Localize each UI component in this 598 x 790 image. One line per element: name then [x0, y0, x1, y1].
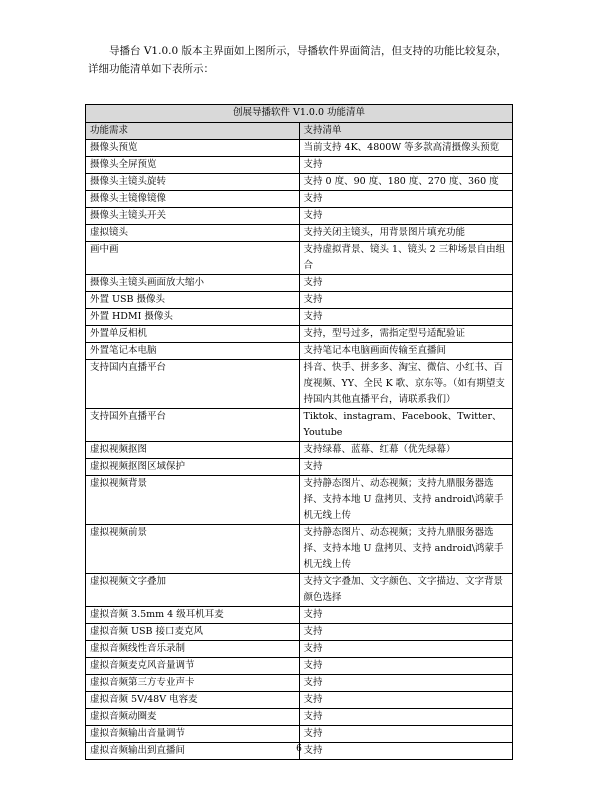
- feature-cell: 外置笔记本电脑: [86, 343, 300, 360]
- support-cell: 当前支持 4K、4800W 等多款高清摄像头预览: [299, 140, 513, 157]
- table-row: [86, 309, 513, 326]
- support-cell: 支持: [299, 709, 513, 726]
- table-row: [86, 658, 513, 675]
- table-row: [86, 157, 513, 174]
- feature-cell: 虚拟音频 USB 接口麦克风: [86, 624, 300, 641]
- support-cell: 支持静态图片、动态视频；支持九鼎服务器选择、支持本地 U 盘拷贝、支持 android\鸿蒙手机无线上传: [299, 525, 513, 574]
- feature-cell: 摄像头主镜头旋转: [86, 174, 300, 191]
- table-row: [86, 326, 513, 343]
- table-row: [86, 242, 513, 275]
- support-cell: 支持: [299, 624, 513, 641]
- support-cell: 支持: [299, 459, 513, 476]
- table-title: 创展导播软件 V1.0.0 功能清单: [86, 105, 513, 123]
- feature-cell: 摄像头主镜头画面放大缩小: [86, 275, 300, 292]
- feature-cell: 虚拟视频前景: [86, 525, 300, 574]
- feature-cell: 虚拟镜头: [86, 225, 300, 242]
- support-cell: 支持 0 度、90 度、180 度、270 度、360 度: [299, 174, 513, 191]
- feature-cell: 虚拟音频输出到直播间: [86, 743, 300, 760]
- support-cell: 支持: [299, 157, 513, 174]
- table-row: [86, 140, 513, 157]
- support-cell: 支持静态图片、动态视频；支持九鼎服务器选择、支持本地 U 盘拷贝、支持 android\鸿蒙手机无线上传: [299, 476, 513, 525]
- table-row: [86, 692, 513, 709]
- table-row: [86, 726, 513, 743]
- table-row: [86, 174, 513, 191]
- support-cell: 抖音、快手、拼多多、淘宝、微信、小红书、百度视频、YY、全民 K 歌、京东等。（如有期望支持国内其他直播平台，请联系我们）: [299, 360, 513, 409]
- feature-cell: 虚拟音频动圈麦: [86, 709, 300, 726]
- feature-cell: 支持国内直播平台: [86, 360, 300, 409]
- feature-table: [85, 104, 513, 760]
- support-cell: 支持: [299, 208, 513, 225]
- support-cell: 支持: [299, 607, 513, 624]
- feature-cell: 虚拟音频输出音量调节: [86, 726, 300, 743]
- support-cell: 支持绿幕、蓝幕、红幕（优先绿幕）: [299, 442, 513, 459]
- table-row: [86, 709, 513, 726]
- intro-paragraph: [88, 42, 528, 78]
- support-cell: 支持: [299, 658, 513, 675]
- feature-cell: 外置 USB 摄像头: [86, 292, 300, 309]
- table-row: [86, 607, 513, 624]
- support-cell: 支持: [299, 743, 513, 760]
- table-row: [86, 208, 513, 225]
- table-row: [86, 343, 513, 360]
- table-row: [86, 525, 513, 574]
- support-cell: 支持关闭主镜头，用背景图片填充功能: [299, 225, 513, 242]
- support-cell: 支持: [299, 191, 513, 208]
- support-cell: 支持，型号过多，需指定型号适配验证: [299, 326, 513, 343]
- support-cell: 支持: [299, 275, 513, 292]
- support-cell: 支持: [299, 675, 513, 692]
- feature-cell: 摄像头预览: [86, 140, 300, 157]
- feature-cell: 虚拟视频抠图区域保护: [86, 459, 300, 476]
- support-cell: 支持笔记本电脑画面传输至直播间: [299, 343, 513, 360]
- table-row: [86, 360, 513, 409]
- table-row: [86, 275, 513, 292]
- page-number: 6: [296, 744, 302, 754]
- feature-cell: 摄像头主镜头开关: [86, 208, 300, 225]
- feature-cell: 摄像头全屏预览: [86, 157, 300, 174]
- feature-cell: 外置 HDMI 摄像头: [86, 309, 300, 326]
- header-support: 支持清单: [299, 123, 513, 140]
- support-cell: 支持: [299, 692, 513, 709]
- table-row: [86, 675, 513, 692]
- feature-cell: 虚拟视频背景: [86, 476, 300, 525]
- feature-cell: 虚拟音频 5V/48V 电容麦: [86, 692, 300, 709]
- feature-cell: 外置单反相机: [86, 326, 300, 343]
- feature-cell: 虚拟音频线性音乐录制: [86, 641, 300, 658]
- table-row: [86, 574, 513, 607]
- support-cell: 支持: [299, 641, 513, 658]
- support-cell: 支持文字叠加、文字颜色、文字描边、文字背景颜色选择: [299, 574, 513, 607]
- table-row: [86, 459, 513, 476]
- table-row: [86, 442, 513, 459]
- feature-cell: 虚拟音频麦克风音量调节: [86, 658, 300, 675]
- table-row: [86, 409, 513, 442]
- support-cell: 支持: [299, 292, 513, 309]
- support-cell: 支持: [299, 309, 513, 326]
- feature-cell: 虚拟视频抠图: [86, 442, 300, 459]
- header-feature: 功能需求: [86, 123, 300, 140]
- feature-cell: 虚拟视频文字叠加: [86, 574, 300, 607]
- support-cell: Tiktok、instagram、Facebook、Twitter、Youtube: [299, 409, 513, 442]
- feature-cell: 摄像头主镜像镜像: [86, 191, 300, 208]
- table-row: [86, 641, 513, 658]
- intro-line-1: 导播台 V1.0.0 版本主界面如上图所示，导播软件界面简洁，但支持的功能比较复杂，: [109, 45, 507, 57]
- table-header-row: [86, 123, 513, 140]
- intro-line-2: 详细功能清单如下表所示：: [88, 63, 214, 75]
- table-row: [86, 191, 513, 208]
- feature-cell: 虚拟音频第三方专业声卡: [86, 675, 300, 692]
- table-title-row: [86, 105, 513, 123]
- table-row: [86, 292, 513, 309]
- table-row: [86, 225, 513, 242]
- table-row: [86, 624, 513, 641]
- feature-cell: 虚拟音频 3.5mm 4 级耳机耳麦: [86, 607, 300, 624]
- support-cell: 支持虚拟背景、镜头 1、镜头 2 三种场景自由组合: [299, 242, 513, 275]
- table-row: [86, 476, 513, 525]
- feature-cell: 支持国外直播平台: [86, 409, 300, 442]
- feature-cell: 画中画: [86, 242, 300, 275]
- support-cell: 支持: [299, 726, 513, 743]
